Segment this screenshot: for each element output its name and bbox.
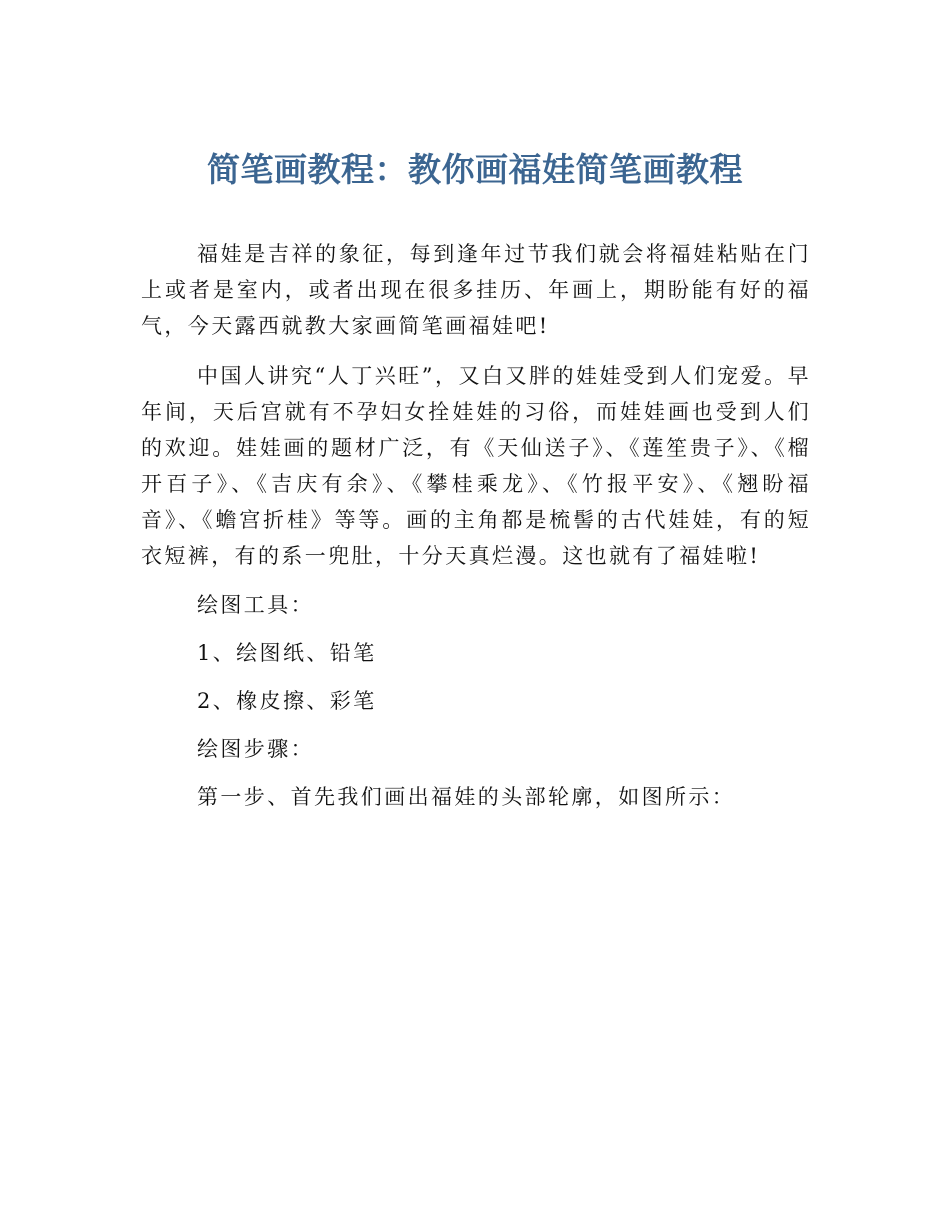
intro-paragraph: 福娃是吉祥的象征，每到逢年过节我们就会将福娃粘贴在门上或者是室内，或者出现在很多挂历、年画上，期盼能有好的福气，今天露西就教大家画简笔画福娃吧! — [141, 242, 811, 338]
document-body — [141, 236, 811, 828]
tool-item-2: 2、橡皮擦、彩笔 — [197, 689, 377, 713]
tools-heading: 绘图工具： — [197, 593, 314, 617]
steps-heading: 绘图步骤： — [197, 737, 314, 761]
history-paragraph: 中国人讲究“人丁兴旺”，又白又胖的娃娃受到人们宠爱。早年间，天后宫就有不孕妇女拴娃娃的习俗，而娃娃画也受到人们的欢迎。娃娃画的题材广泛，有《天仙送子》、《莲笙贵子》、《榴开百子》、《吉庆有余》、《攀桂乘龙》、《竹报平安》、《翘盼福音》、《蟾宫折桂》等等。画的主角都是梳髻的古代娃娃，有的短衣短裤，有的系一兜肚，十分天真烂漫。这也就有了福娃啦! — [141, 364, 811, 568]
step-1: 第一步、首先我们画出福娃的头部轮廓，如图所示： — [197, 785, 736, 809]
document-title: 简笔画教程：教你画福娃简笔画教程 — [207, 150, 743, 189]
tool-item-1: 1、绘图纸、铅笔 — [197, 641, 377, 665]
